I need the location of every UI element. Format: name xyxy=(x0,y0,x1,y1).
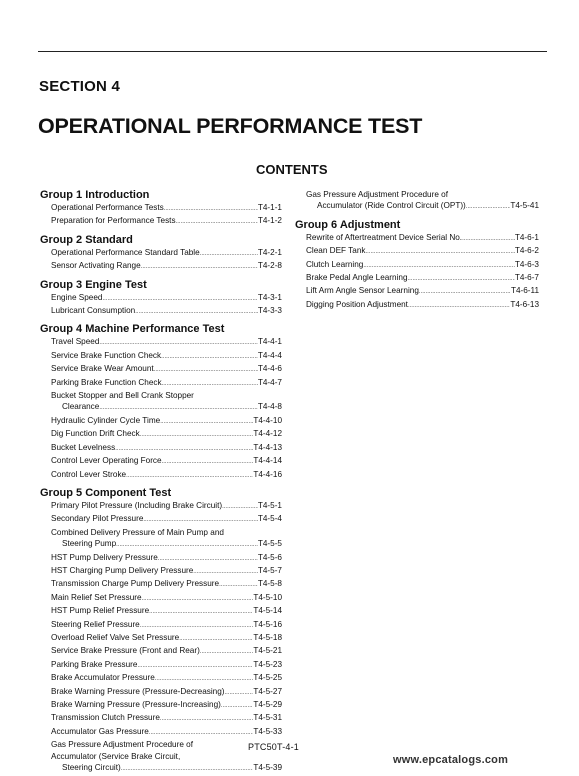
toc-entry[interactable] xyxy=(295,245,539,258)
toc-leader-dots xyxy=(126,469,253,482)
toc-entry[interactable] xyxy=(295,272,539,285)
toc-entry[interactable] xyxy=(40,401,282,414)
toc-leader-dots xyxy=(154,363,258,376)
toc-entry[interactable] xyxy=(40,428,282,441)
toc-leader-dots xyxy=(363,259,515,272)
toc-leader-dots xyxy=(140,619,254,632)
toc-entry-page: T4-5-16 xyxy=(253,619,282,629)
toc-leader-dots xyxy=(200,645,254,658)
toc-leader-dots xyxy=(137,659,253,672)
toc-entry-page: T4-6-11 xyxy=(510,286,539,296)
toc-leader-dots xyxy=(221,699,253,712)
toc-entry[interactable] xyxy=(40,513,282,526)
toc-leader-dots xyxy=(149,605,253,618)
toc-entry-page: T4-1-2 xyxy=(257,216,282,226)
toc-leader-dots xyxy=(193,565,258,578)
toc-entry-title: Accumulator (Ride Control Circuit (OPT)) xyxy=(317,201,466,211)
page-title: OPERATIONAL PERFORMANCE TEST xyxy=(38,114,423,138)
toc-leader-dots xyxy=(161,350,258,363)
toc-right-column xyxy=(295,189,539,312)
toc-entry-title: HST Pump Delivery Pressure xyxy=(51,552,158,562)
toc-leader-dots xyxy=(121,762,254,775)
toc-entry-page: T4-5-4 xyxy=(257,514,282,524)
toc-entry-page: T4-2-8 xyxy=(257,261,282,271)
toc-leader-dots xyxy=(99,336,257,349)
toc-entry-page: T4-6-1 xyxy=(514,232,539,242)
toc-entry-page: T4-3-1 xyxy=(257,292,282,302)
toc-leader-dots xyxy=(140,428,254,441)
toc-entry-title: Dig Function Drift Check xyxy=(51,429,140,439)
toc-entry[interactable] xyxy=(40,455,282,468)
toc-entry[interactable] xyxy=(40,699,282,712)
toc-entry-title: Parking Brake Pressure xyxy=(51,659,138,669)
toc-entry-title: Steering Circuit) xyxy=(62,763,121,773)
toc-entry-title: Overload Relief Valve Set Pressure xyxy=(51,632,180,642)
toc-entry-title: Hydraulic Cylinder Cycle Time xyxy=(51,415,161,425)
toc-entry[interactable] xyxy=(40,350,282,363)
toc-leader-dots xyxy=(225,686,254,699)
toc-entry-page: T4-5-23 xyxy=(253,659,282,669)
toc-entry-page: T4-5-27 xyxy=(253,686,282,696)
toc-entry-page: T4-4-1 xyxy=(257,337,282,347)
toc-entry-page: T4-5-6 xyxy=(257,552,282,562)
toc-entry-title: Service Brake Wear Amount xyxy=(51,364,154,374)
toc-entry-title: Secondary Pilot Pressure xyxy=(51,514,144,524)
toc-entry[interactable] xyxy=(40,363,282,376)
toc-entry[interactable] xyxy=(40,305,282,318)
toc-entry-page: T4-5-1 xyxy=(257,500,282,510)
toc-entry[interactable] xyxy=(40,726,282,739)
toc-entry-lead: Gas Pressure Adjustment Procedure of xyxy=(306,190,448,199)
toc-entry[interactable] xyxy=(40,619,282,632)
toc-leader-dots xyxy=(408,272,515,285)
toc-entry-title: Operational Performance Standard Table xyxy=(51,247,200,257)
toc-entry[interactable] xyxy=(40,415,282,428)
toc-leader-dots xyxy=(149,726,253,739)
toc-entry[interactable] xyxy=(40,260,282,273)
toc-leader-dots xyxy=(222,500,258,513)
toc-entry-page: T4-4-16 xyxy=(253,469,282,479)
toc-entry-title: Operational Performance Tests xyxy=(51,203,164,212)
toc-entry-page: T4-1-1 xyxy=(257,203,282,212)
toc-leader-dots xyxy=(419,285,511,298)
toc-entry[interactable] xyxy=(40,538,282,551)
toc-entry-page: T4-6-2 xyxy=(514,246,539,256)
toc-leader-dots xyxy=(158,552,258,565)
toc-entry-page: T4-5-41 xyxy=(510,201,539,211)
toc-leader-dots xyxy=(200,247,258,260)
toc-entry-page: T4-5-5 xyxy=(257,539,282,549)
toc-leader-dots xyxy=(155,672,254,685)
toc-entry-page: T4-4-6 xyxy=(257,364,282,374)
toc-entry[interactable] xyxy=(40,469,282,482)
toc-entry[interactable] xyxy=(40,645,282,658)
toc-entry[interactable] xyxy=(40,659,282,672)
toc-entry[interactable] xyxy=(40,336,282,349)
toc-leader-dots xyxy=(162,455,254,468)
toc-leader-dots xyxy=(219,578,258,591)
toc-entry-lead: Accumulator (Service Brake Circuit, xyxy=(51,751,181,761)
toc-entry-page: T4-5-7 xyxy=(257,565,282,575)
toc-entry-page: T4-5-39 xyxy=(253,763,282,773)
toc-leader-dots xyxy=(466,200,511,213)
toc-entry-page: T4-5-29 xyxy=(253,700,282,709)
toc-leader-dots xyxy=(164,202,258,215)
toc-entry[interactable] xyxy=(40,377,282,390)
toc-entry-page: T4-5-31 xyxy=(253,713,282,723)
toc-entry-page: T4-6-13 xyxy=(510,299,539,309)
toc-entry-title: Service Brake Pressure (Front and Rear) xyxy=(51,646,200,656)
toc-leader-dots xyxy=(176,215,258,228)
toc-leader-dots xyxy=(142,592,254,605)
toc-entry[interactable] xyxy=(40,605,282,618)
toc-leader-dots xyxy=(135,305,258,318)
toc-entry-title: Parking Brake Function Check xyxy=(51,377,162,387)
toc-entry-title: Brake Warning Pressure (Pressure-Increasing) xyxy=(51,700,221,709)
toc-entry-page: T4-4-4 xyxy=(257,350,282,360)
toc-entry-title: Brake Accumulator Pressure xyxy=(51,673,155,683)
toc-entry-title: Control Lever Operating Force xyxy=(51,456,162,466)
toc-entry-title: Digging Position Adjustment xyxy=(306,299,408,309)
toc-entry[interactable] xyxy=(295,259,539,272)
toc-entry-title: Transmission Clutch Pressure xyxy=(51,713,160,723)
toc-group-title: Group 2 Standard xyxy=(40,233,133,246)
section-label: SECTION 4 xyxy=(39,78,120,95)
toc-entry[interactable] xyxy=(40,592,282,605)
toc-entry-page: T4-5-25 xyxy=(253,673,282,683)
toc-entry-lead: Bucket Stopper and Bell Crank Stopper xyxy=(51,391,194,401)
toc-entry-page: T4-4-14 xyxy=(253,456,282,466)
toc-entry-title: Main Relief Set Pressure xyxy=(51,592,142,602)
toc-entry-title: Rewrite of Aftertreatment Device Serial No. xyxy=(306,232,463,242)
toc-entry-title: Clean DEF Tank xyxy=(306,246,366,256)
toc-entry-page: T4-6-7 xyxy=(514,273,539,283)
toc-entry[interactable] xyxy=(295,232,539,245)
toc-entry-page: T4-6-3 xyxy=(514,259,539,269)
toc-entry-page: T4-4-10 xyxy=(253,415,282,425)
contents-heading: CONTENTS xyxy=(256,162,328,177)
toc-leader-dots xyxy=(116,538,258,551)
toc-entry-page: T4-5-33 xyxy=(253,726,282,736)
toc-entry-title: Lift Arm Angle Sensor Learning xyxy=(306,286,419,296)
toc-leader-dots xyxy=(141,260,258,273)
toc-group-title: Group 5 Component Test xyxy=(40,486,172,499)
toc-entry-title: Brake Pedal Angle Learning xyxy=(306,273,408,283)
toc-leader-dots xyxy=(408,299,510,312)
toc-entry-title: Preparation for Performance Tests xyxy=(51,216,176,226)
watermark-text: www.epcatalogs.com xyxy=(393,754,509,766)
toc-entry-title: Service Brake Function Check xyxy=(51,350,162,360)
toc-entry-title: Brake Warning Pressure (Pressure-Decreasing) xyxy=(51,686,225,696)
toc-entry-title: Sensor Activating Range xyxy=(51,261,141,271)
toc-entry[interactable] xyxy=(40,552,282,565)
toc-entry[interactable] xyxy=(40,632,282,645)
toc-group-title: Group 3 Engine Test xyxy=(40,278,147,291)
toc-entry[interactable] xyxy=(40,247,282,260)
toc-leader-dots xyxy=(102,292,257,305)
toc-leader-dots xyxy=(143,513,257,526)
toc-entry-title: Lubricant Consumption xyxy=(51,306,136,316)
toc-leader-dots xyxy=(462,232,515,245)
toc-entry-lead: Combined Delivery Pressure of Main Pump and xyxy=(51,527,224,537)
toc-entry[interactable] xyxy=(40,565,282,578)
toc-entry[interactable] xyxy=(295,200,539,213)
toc-left-column xyxy=(40,189,282,775)
toc-entry[interactable] xyxy=(40,292,282,305)
toc-entry[interactable] xyxy=(40,500,282,513)
toc-entry-page: T4-4-7 xyxy=(257,377,282,387)
toc-entry-title: Clutch Learning xyxy=(306,259,364,269)
toc-entry-page: T4-4-13 xyxy=(253,442,282,452)
toc-entry[interactable] xyxy=(40,442,282,455)
toc-entry[interactable] xyxy=(40,215,282,228)
toc-entry-title: Primary Pilot Pressure (Including Brake Circuit) xyxy=(51,500,223,510)
toc-entry[interactable] xyxy=(40,712,282,725)
toc-entry-page: T4-5-14 xyxy=(253,606,282,616)
toc-entry-page: T4-5-21 xyxy=(253,646,282,656)
toc-leader-dots xyxy=(162,377,258,390)
toc-leader-dots xyxy=(160,415,253,428)
toc-entry[interactable] xyxy=(295,299,539,312)
toc-entry-title: Clearance xyxy=(62,402,100,412)
toc-entry[interactable] xyxy=(40,672,282,685)
toc-entry-title: HST Charging Pump Delivery Pressure xyxy=(51,565,194,575)
toc-entry-page: T4-4-12 xyxy=(253,429,282,439)
toc-entry-page: T4-5-10 xyxy=(253,592,282,602)
toc-entry-title: Engine Speed xyxy=(51,292,103,302)
toc-entry-title: Transmission Charge Pump Delivery Pressure xyxy=(51,579,220,589)
toc-entry-title: Steering Pump xyxy=(62,539,117,549)
toc-entry[interactable] xyxy=(40,202,282,215)
toc-group-title: Group 4 Machine Performance Test xyxy=(40,323,225,336)
toc-entry-title: Steering Relief Pressure xyxy=(51,619,140,629)
toc-entry-title: Accumulator Gas Pressure xyxy=(51,726,149,736)
toc-leader-dots xyxy=(99,401,258,414)
toc-entry-title: Bucket Levelness xyxy=(51,442,116,452)
toc-entry-page: T4-3-3 xyxy=(257,306,282,316)
toc-entry-page: T4-5-18 xyxy=(253,632,282,642)
toc-entry-page: T4-4-8 xyxy=(257,402,282,412)
toc-entry[interactable] xyxy=(295,285,539,298)
toc-leader-dots xyxy=(160,712,253,725)
toc-leader-dots xyxy=(115,442,253,455)
toc-entry[interactable] xyxy=(40,686,282,699)
toc-entry-title: Control Lever Stroke xyxy=(51,469,127,479)
toc-leader-dots xyxy=(365,245,514,258)
toc-entry-page: T4-5-8 xyxy=(257,579,282,589)
header-rule xyxy=(38,51,547,52)
toc-group-title: Group 1 Introduction xyxy=(40,189,150,201)
toc-entry-page: T4-2-1 xyxy=(257,247,282,257)
toc-group-title: Group 6 Adjustment xyxy=(295,218,401,231)
toc-entry-title: HST Pump Relief Pressure xyxy=(51,606,150,616)
page-footer: PTC50T-4-1 xyxy=(248,742,300,752)
toc-entry-title: Travel Speed xyxy=(51,337,100,347)
toc-entry-lead: Gas Pressure Adjustment Procedure of xyxy=(51,740,193,750)
toc-entry[interactable] xyxy=(40,762,282,775)
toc-entry[interactable] xyxy=(40,578,282,591)
toc-leader-dots xyxy=(179,632,253,645)
